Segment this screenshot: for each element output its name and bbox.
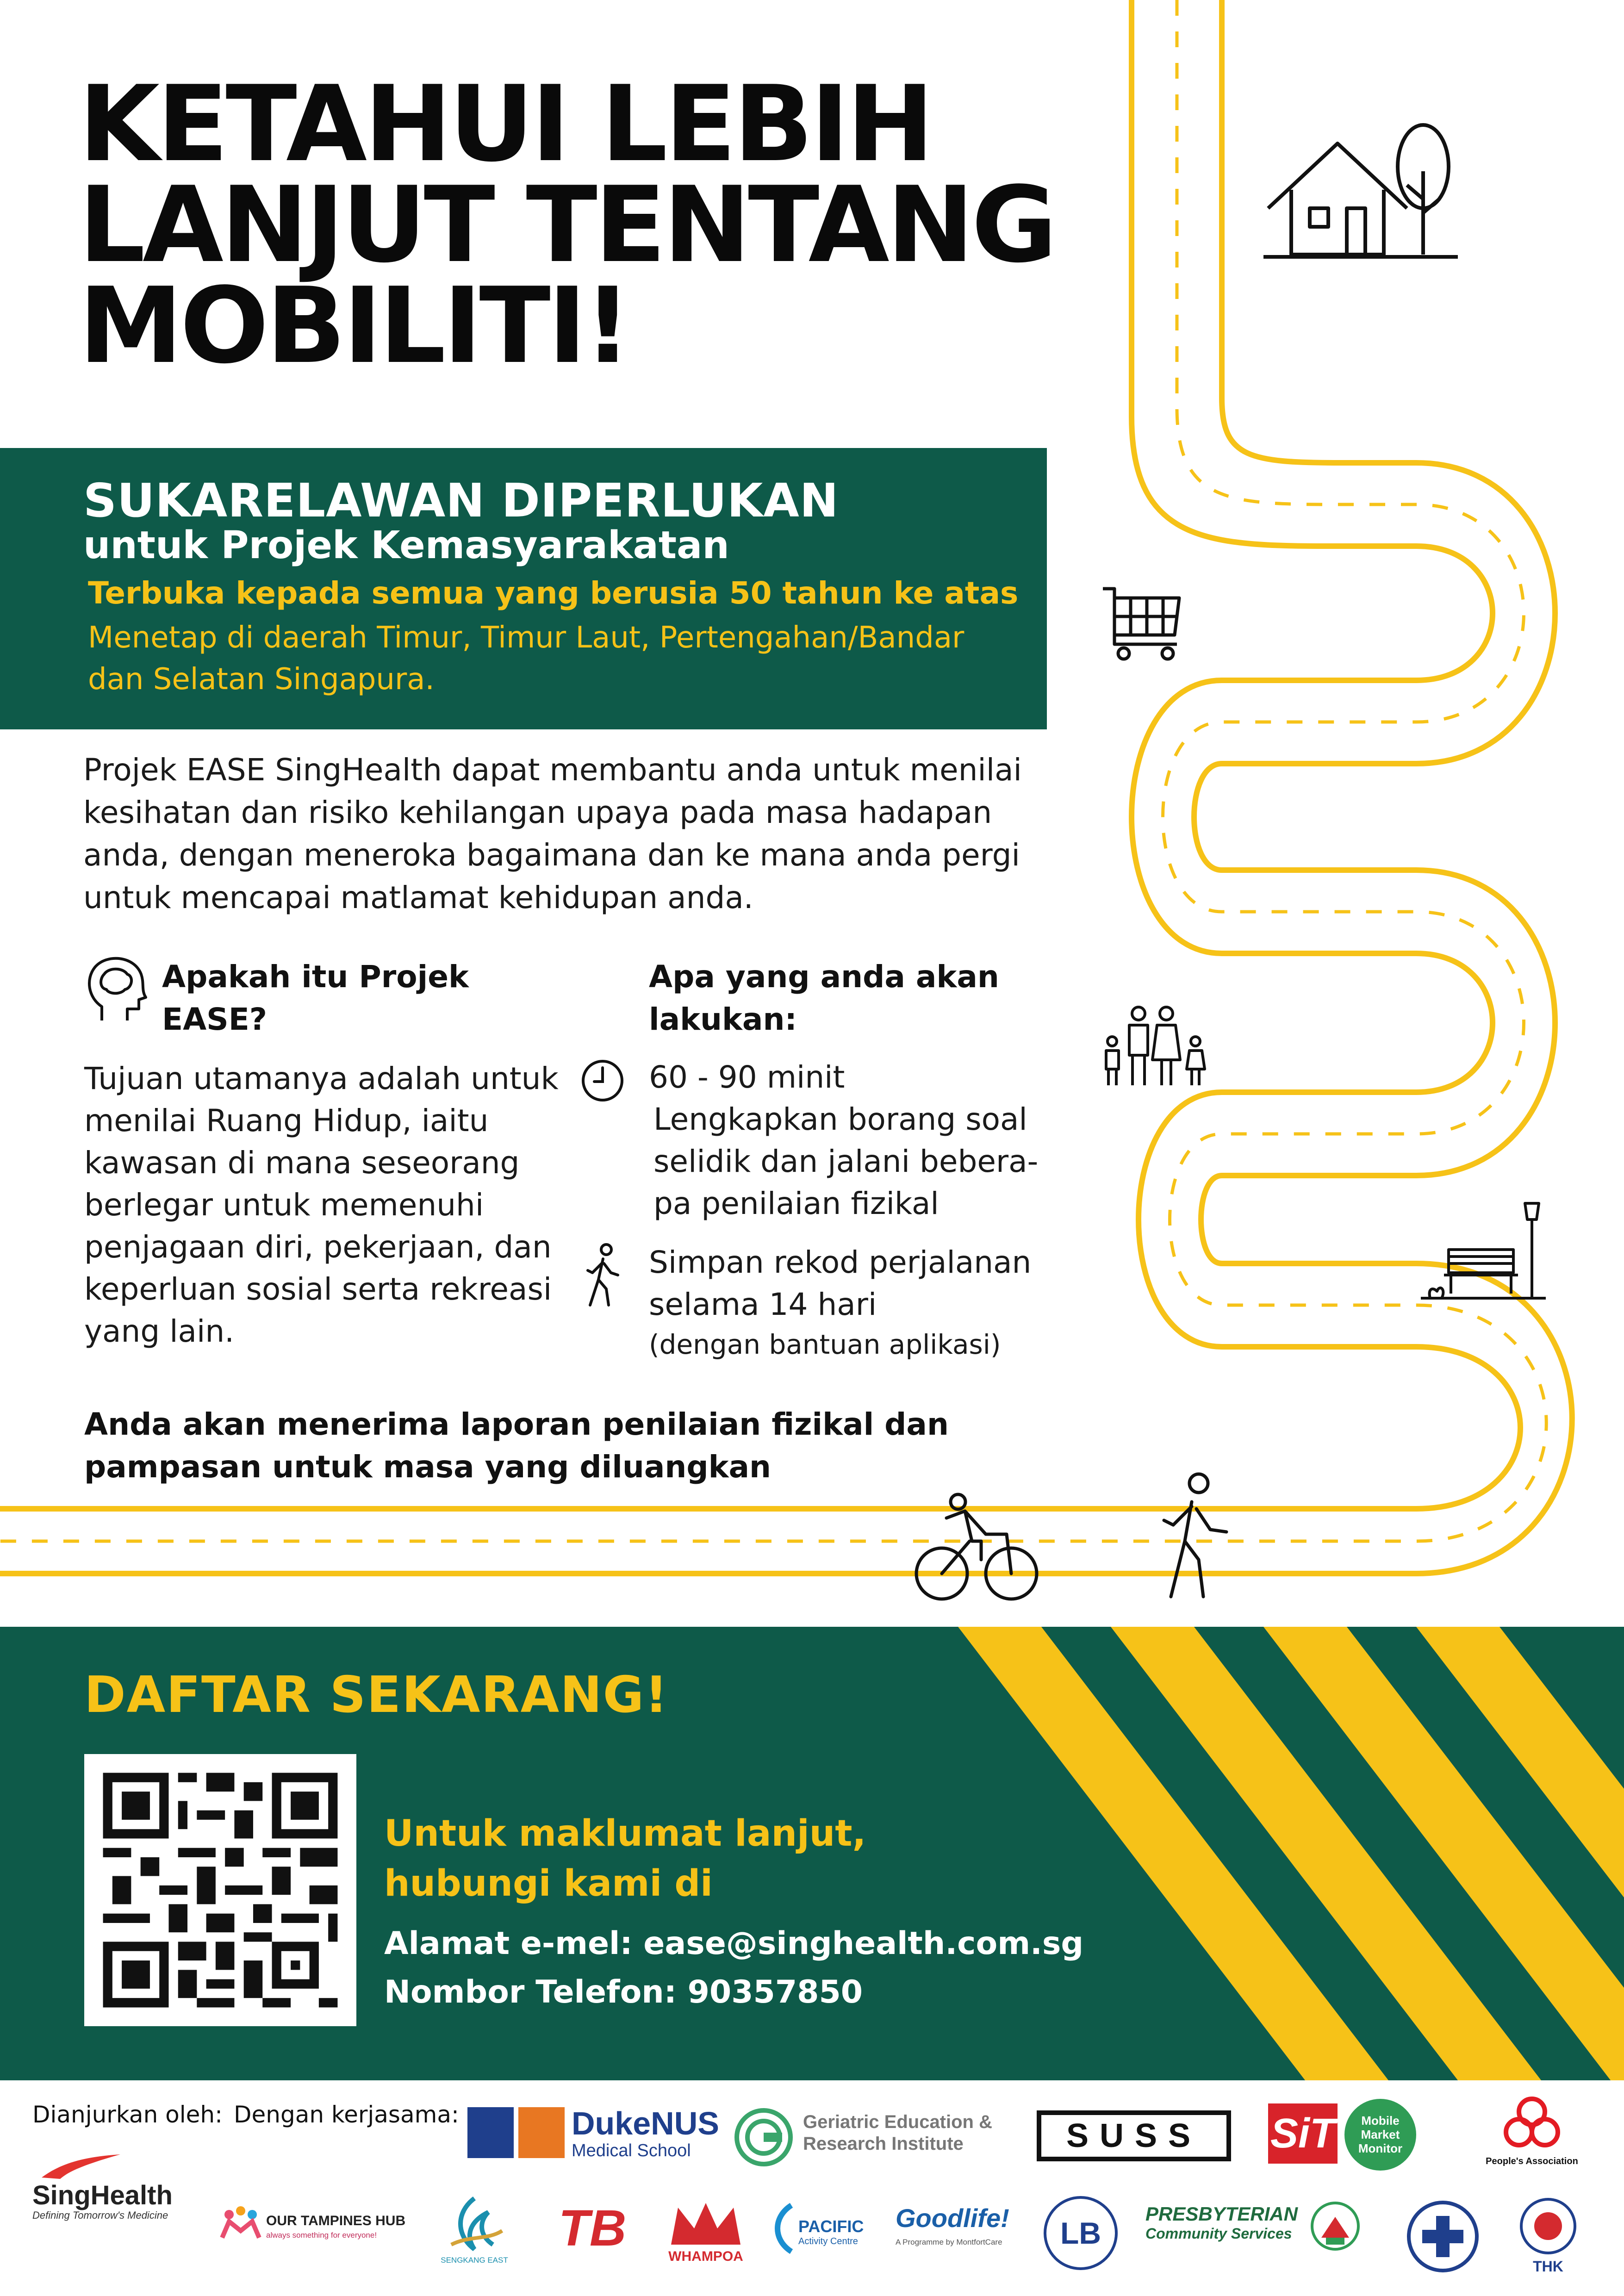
head-brain-icon: [83, 953, 148, 1023]
singhealth-tagline: Defining Tomorrow's Medicine: [32, 2209, 168, 2221]
medical-welfare-logo: [1407, 2201, 1479, 2272]
app-assist-note: (dengan bantuan aplikasi): [649, 1329, 1001, 1360]
cross-emblem-icon: [1411, 2204, 1475, 2269]
volunteer-banner: [0, 448, 1047, 729]
sengkang-wordmark: SENGKANG EAST: [441, 2256, 508, 2265]
pacific-wave-icon: [768, 2203, 801, 2254]
peoples-association-logo: [1486, 2094, 1578, 2178]
partners-label: Dengan kerjasama:: [234, 2101, 459, 2128]
cyclist-icon: [914, 1490, 1039, 1601]
tampines-tagline: always something for everyone!: [266, 2231, 377, 2240]
mmm-wordmark: Mobile Market Monitor: [1358, 2114, 1403, 2155]
geri-logo: [734, 2105, 1025, 2165]
suss-wordmark: SUSS: [1066, 2117, 1202, 2154]
location-text: Menetap di daerah Timur, Timur Laut, Pertengahan/Bandar dan Selatan Singapura.: [88, 621, 964, 697]
whampoa-logo: [662, 2201, 750, 2270]
mobile-market-monitor-logo: [1344, 2099, 1416, 2171]
volunteer-subheading: untuk Projek Kemasyarakatan: [83, 523, 729, 567]
phone-contact[interactable]: Nombor Telefon: 90357850: [384, 1974, 863, 2010]
lions-befrienders-logo: [1044, 2196, 1118, 2270]
questionnaire-task: Lengkapkan borang soal selidik dan jalani bebera-pa penilaian fizikal: [653, 1101, 1039, 1221]
duke-nus-wordmark: DukeNUS: [572, 2105, 719, 2141]
pa-wordmark: People's Association: [1486, 2156, 1578, 2166]
more-info-heading: Untuk maklumat lanjut, hubungi kami di: [384, 1813, 866, 1904]
geri-name-line1: Geriatric Education &: [803, 2112, 992, 2132]
park-bench-icon: [1421, 1199, 1546, 1300]
travel-log-task: Simpan rekod perjalanan selama 14 hari: [649, 1244, 1032, 1322]
compensation-text: Anda akan menerima laporan penilaian fizikal dan pampasan untuk masa yang diluangkan: [84, 1406, 949, 1485]
sit-wordmark: SiT: [1270, 2110, 1335, 2157]
presbyterian-subtitle: Community Services: [1145, 2225, 1292, 2242]
qr-code[interactable]: [84, 1754, 356, 2026]
whampoa-wordmark: WHAMPOA: [668, 2249, 743, 2264]
duration-text: 60 - 90 minit: [649, 1059, 845, 1095]
pa-emblem-icon: [1486, 2094, 1578, 2154]
goodlife-wordmark: Goodlife!: [896, 2203, 1009, 2233]
page-title: [79, 63, 1143, 387]
duke-shield-icon: [467, 2107, 514, 2158]
clock-icon: [579, 1058, 626, 1104]
presbyterian-wordmark: PRESBYTERIAN: [1145, 2203, 1298, 2225]
thk-emblem-icon: [1509, 2196, 1587, 2256]
tampines-wordmark: OUR TAMPINES HUB: [266, 2213, 406, 2228]
volunteer-heading: SUKARELAWAN DIPERLUKAN: [83, 473, 839, 528]
nus-shield-icon: [518, 2107, 565, 2158]
title-line-3: MOBILITI!: [79, 265, 629, 387]
register-now-heading: DAFTAR SEKARANG!: [84, 1666, 669, 1724]
walking-person-icon: [581, 1243, 622, 1307]
intro-paragraph: Projek EASE SingHealth dapat membantu anda untuk menilai kesihatan dan risiko kehilangan upaya pada masa hadapan anda, dengan meneroka bagaimana dan ke mana anda pergi untuk mencapai matlamat kehidupan anda.: [83, 752, 1022, 915]
duke-nus-logo: [467, 2105, 727, 2165]
thk-wordmark: THK: [1533, 2258, 1563, 2275]
thk-logo: [1509, 2196, 1587, 2277]
family-icon: [1099, 1004, 1210, 1088]
eligibility-text: Terbuka kepada semua yang berusia 50 tahun ke atas: [88, 575, 1019, 611]
road-stripes-decoration: [926, 1627, 1624, 2080]
pacific-activity-centre-logo: [768, 2203, 875, 2259]
pacific-subtitle: Activity Centre: [798, 2236, 858, 2246]
sengkang-east-logo: [437, 2194, 511, 2272]
what-is-ease-heading: Apakah itu Projek EASE?: [162, 959, 469, 1037]
pedestrian-icon: [1157, 1472, 1236, 1601]
shopping-cart-icon: [1101, 584, 1184, 663]
tampines-people-icon: [220, 2205, 261, 2247]
singhealth-swoosh-icon: [32, 2152, 125, 2180]
sengkang-wave-icon: [437, 2194, 511, 2254]
suss-logo: [1037, 2110, 1231, 2161]
tasks-heading: Apa yang anda akan lakukan:: [649, 959, 999, 1037]
organised-by-label: Dianjurkan oleh:: [32, 2101, 223, 2128]
what-is-ease-body: Tujuan utamanya adalah untuk menilai Ruang Hidup, iaitu kawasan di mana seseorang berlegar untuk memenuhi penjagaan diri, pekerjaan, dan keperluan sosial serta rekreasi yang lain.: [84, 1061, 559, 1349]
our-tampines-hub-logo: [220, 2203, 410, 2254]
singhealth-wordmark: SingHealth: [32, 2180, 173, 2210]
title-line-2: LANJUT TENTANG: [79, 164, 1055, 286]
geri-name-line2: Research Institute: [803, 2134, 964, 2154]
goodlife-subtitle: A Programme by MontfortCare: [896, 2238, 1002, 2246]
goodlife-logo: [896, 2203, 1016, 2259]
presbyterian-community-logo: [1145, 2203, 1298, 2259]
house-tree-badge-icon: [1305, 2198, 1365, 2268]
pacific-wordmark: PACIFIC: [798, 2217, 864, 2236]
whampoa-crown-icon: [662, 2201, 750, 2247]
tb-wordmark: TB: [558, 2200, 627, 2257]
tb-community-logo: [553, 2198, 632, 2272]
community-place-logo: [1305, 2198, 1365, 2268]
title-line-1: KETAHUI LEBIH: [79, 63, 932, 185]
sit-logo: [1268, 2103, 1338, 2164]
lb-wordmark: LB: [1060, 2216, 1101, 2250]
qr-code-pattern: [84, 1754, 356, 2026]
geri-circle-icon: [734, 2107, 794, 2167]
house-tree-icon: [1263, 116, 1458, 264]
email-contact[interactable]: Alamat e-mel: ease@singhealth.com.sg: [384, 1925, 1084, 1962]
singhealth-logo: [32, 2152, 190, 2221]
duke-nus-subtitle: Medical School: [572, 2141, 691, 2160]
